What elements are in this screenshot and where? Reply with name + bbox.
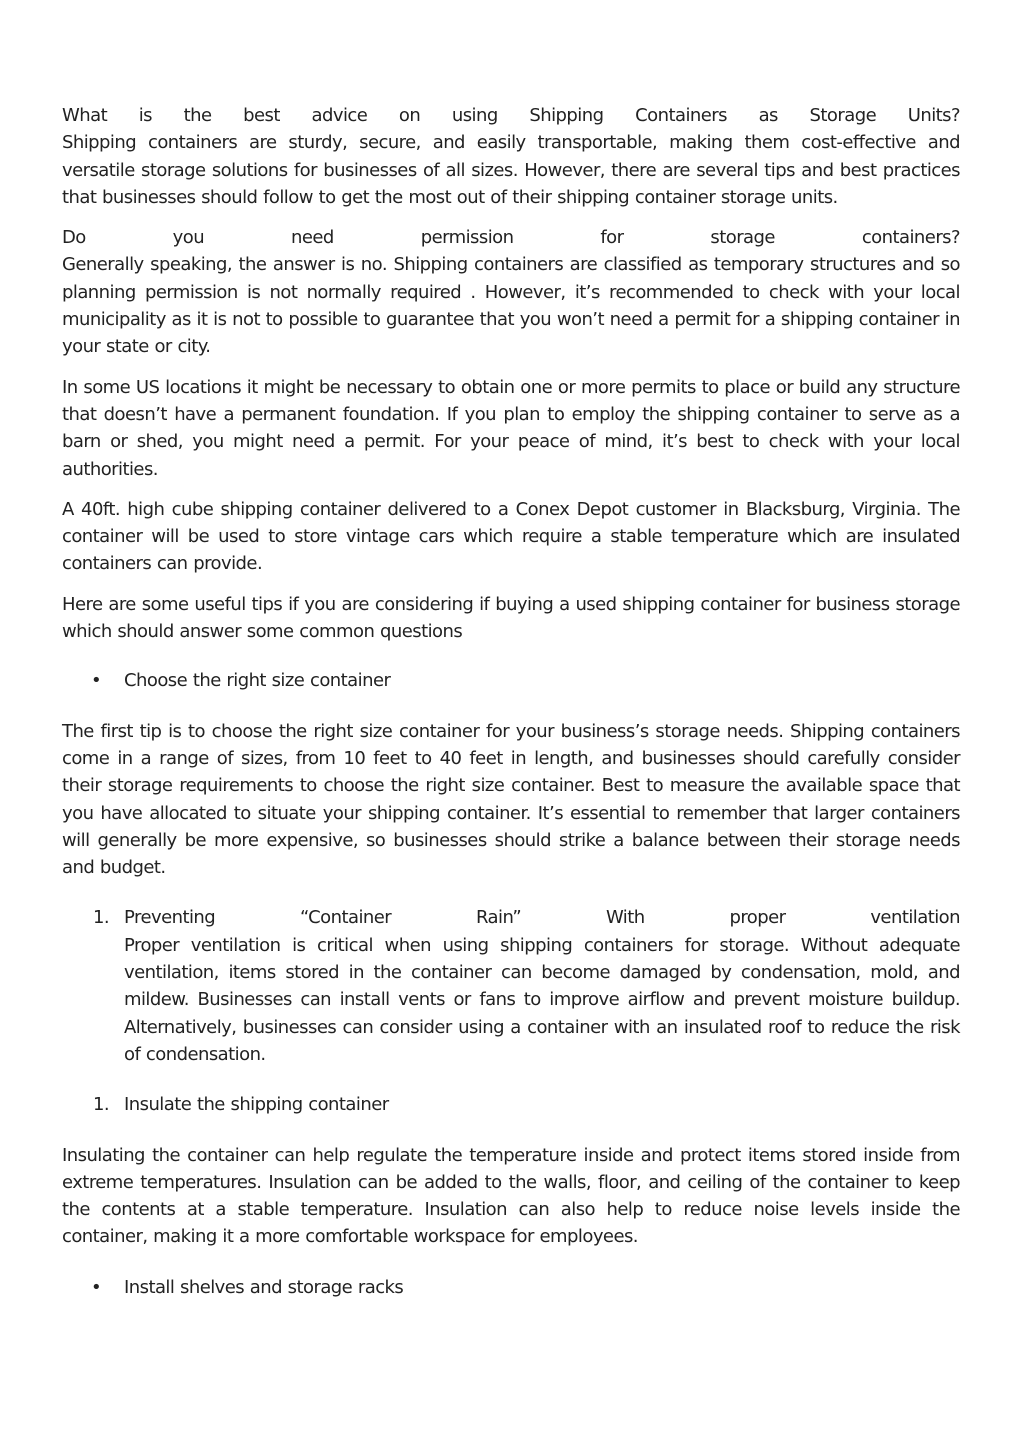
list-item <box>62 667 960 694</box>
size-bullet-list <box>62 667 960 694</box>
insulate-paragraph: Insulating the container can help regulate the temperature inside and protect items stored inside from extreme temperatures. Insulation can be added to the walls, floor, and ceiling of the container to keep the contents at a stable temperature. Insulation can also help to reduce noise levels inside the container, making it a more comfortable workspace for employees. <box>62 1144 960 1248</box>
insulate-list-item <box>62 1091 960 1118</box>
list-number: 1. <box>93 1094 110 1116</box>
bullet-text: Choose the right size container <box>124 670 391 692</box>
shelves-bullet-list <box>62 1274 960 1301</box>
tips-intro-paragraph: Here are some useful tips if you are considering if buying a used shipping container for business storage which should answer some common questions <box>62 593 960 643</box>
ventilation-text: Proper ventilation is critical when using shipping containers for storage. Without adequate ventilation, items stored in the container can become damaged by condensation, mold, and mildew. Businesses can install vents or fans to improve airflow and prevent moisture buildup. Alternatively, businesses can consider using a container with an insulated roof to reduce the risk of condensation. <box>124 934 960 1065</box>
bullet-marker: • <box>91 670 102 692</box>
document-body <box>62 102 960 1301</box>
list-number: 1. <box>93 907 110 929</box>
example-paragraph: A 40ft. high cube shipping container delivered to a Conex Depot customer in Blacksburg, Virginia. The container will be used to store vintage cars which require a stable temperature which are insulated containers can provide. <box>62 498 960 575</box>
list-item <box>62 1274 960 1301</box>
permission-answer: Generally speaking, the answer is no. Shipping containers are classified as temporary structures and so planning permission is not normally required . However, it’s recommended to check with your local municipality as it is not to possible to guarantee that you won’t need a permit for a shipping container in your state or city. <box>62 254 960 358</box>
ventilation-list-item <box>62 904 960 1068</box>
intro-answer: Shipping containers are sturdy, secure, and easily transportable, making them cost-effective and versatile storage solutions for businesses of all sizes. However, there are several tips and best practices that businesses should follow to get the most out of their shipping container storage units. <box>62 132 960 208</box>
insulate-heading: Insulate the shipping container <box>124 1094 389 1116</box>
intro-question: What is the best advice on using Shipping Containers as Storage Units? <box>62 105 960 126</box>
permission-paragraph <box>62 224 960 360</box>
us-locations-paragraph: In some US locations it might be necessary to obtain one or more permits to place or build any structure that doesn’t have a permanent foundation. If you plan to employ the shipping container to serve as a barn or shed, you might need a permit. For your peace of mind, it’s best to check with your local authorities. <box>62 376 960 480</box>
intro-paragraph <box>62 102 960 211</box>
bullet-marker: • <box>91 1276 102 1298</box>
bullet-text: Install shelves and storage racks <box>124 1276 404 1298</box>
ventilation-heading: Preventing “Container Rain” With proper ventilation <box>124 907 960 929</box>
size-paragraph: The first tip is to choose the right size container for your business’s storage needs. Shipping containers come in a range of sizes, from 10 feet to 40 feet in length, and businesses should carefully consider their storage requirements to choose the right size container. Best to measure the available space that you have allocated to situate your shipping container. It’s essential to remember that larger containers will generally be more expensive, so businesses should strike a balance between their storage needs and budget. <box>62 720 960 879</box>
permission-question: Do you need permission for storage containers? <box>62 227 960 249</box>
